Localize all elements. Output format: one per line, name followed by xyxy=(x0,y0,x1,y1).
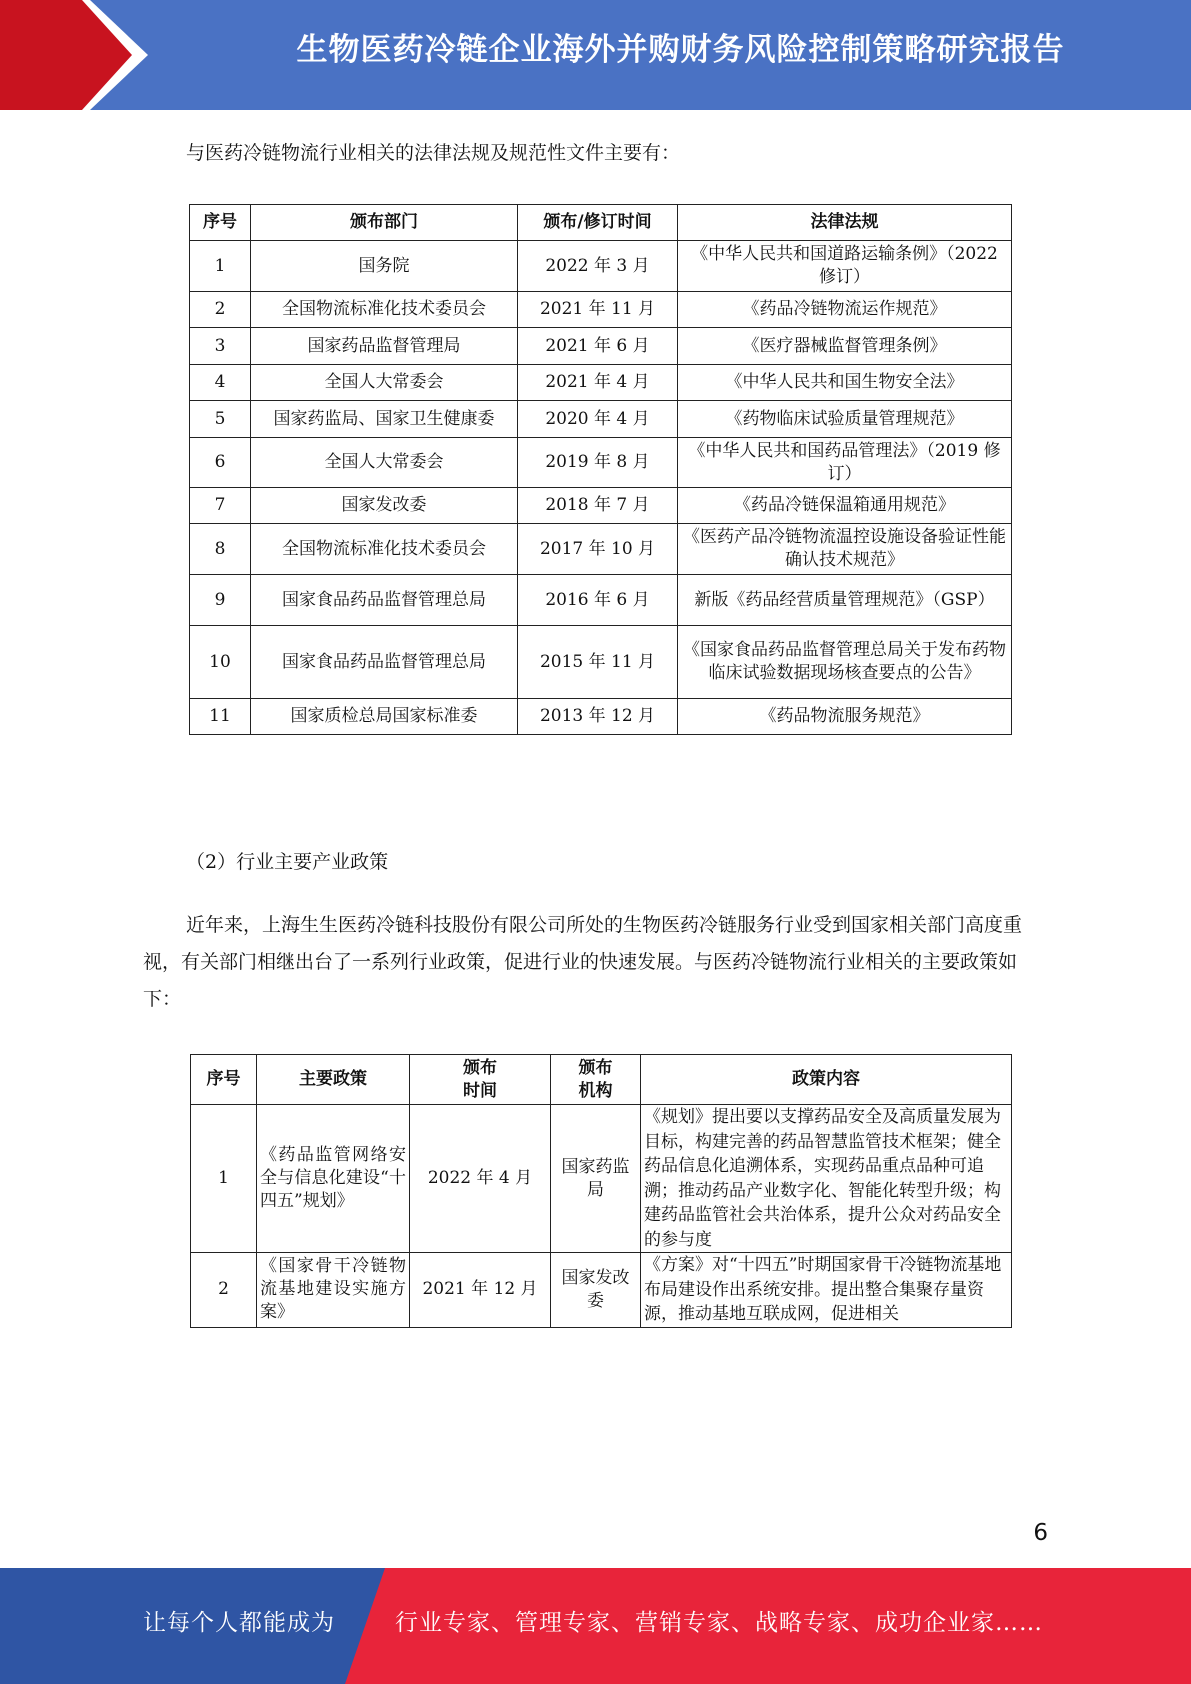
footer-slogan-right: 行业专家、管理专家、营销专家、战略专家、成功企业家…… xyxy=(395,1610,1043,1636)
page-header xyxy=(0,0,1191,110)
cell-regulation: 《中华人民共和国道路运输条例》（2022 修订） xyxy=(678,241,1012,292)
cell-index: 1 xyxy=(190,241,251,292)
cell-department: 国家发改委 xyxy=(251,488,518,524)
column-header xyxy=(551,1055,641,1105)
intro-paragraph: 与医药冷链物流行业相关的法律法规及规范性文件主要有： xyxy=(186,142,681,164)
cell-department: 国家质检总局国家标准委 xyxy=(251,699,518,735)
cell-index: 1 xyxy=(191,1105,257,1253)
footer-slogan-left: 让每个人都能成为 xyxy=(143,1610,335,1636)
page-number: 6 xyxy=(1033,1520,1048,1546)
cell-date: 2018 年 7 月 xyxy=(518,488,678,524)
cell-agency: 国家药监局 xyxy=(551,1105,641,1253)
page-footer xyxy=(0,1568,1191,1684)
cell-regulation: 《药品冷链物流运作规范》 xyxy=(678,292,1012,328)
column-header: 颁布/修订时间 xyxy=(518,205,678,241)
cell-regulation: 《药品物流服务规范》 xyxy=(678,699,1012,735)
cell-index: 2 xyxy=(190,292,251,328)
table-row xyxy=(190,328,1012,365)
cell-department: 全国人大常委会 xyxy=(251,438,518,488)
cell-department: 国家药监局、国家卫生健康委 xyxy=(251,401,518,438)
cell-index: 5 xyxy=(190,401,251,438)
cell-department: 国家药品监督管理局 xyxy=(251,328,518,365)
column-header: 政策内容 xyxy=(641,1055,1012,1105)
section-heading: （2）行业主要产业政策 xyxy=(186,851,389,873)
table-header-row xyxy=(190,205,1012,241)
table-row xyxy=(190,401,1012,438)
table-row xyxy=(190,292,1012,328)
column-header: 序号 xyxy=(190,205,251,241)
cell-department: 国家食品药品监督管理总局 xyxy=(251,626,518,699)
cell-regulation: 新版《药品经营质量管理规范》（GSP） xyxy=(678,575,1012,626)
cell-department: 国家食品药品监督管理总局 xyxy=(251,575,518,626)
cell-index: 11 xyxy=(190,699,251,735)
cell-index: 2 xyxy=(191,1253,257,1328)
cell-date: 2016 年 6 月 xyxy=(518,575,678,626)
cell-date: 2021 年 11 月 xyxy=(518,292,678,328)
cell-date: 2013 年 12 月 xyxy=(518,699,678,735)
cell-index: 10 xyxy=(190,626,251,699)
cell-date: 2021 年 6 月 xyxy=(518,328,678,365)
cell-date: 2015 年 11 月 xyxy=(518,626,678,699)
cell-content: 《规划》提出要以支撑药品安全及高质量发展为目标，构建完善的药品智慧监管技术框架；健全药品信息化追溯体系，实现药品重点品种可追溯；推动药品产业数字化、智能化转型升级；构建药品监管社会共治体系，提升公众对药品安全的参与度 xyxy=(641,1105,1012,1253)
cell-index: 9 xyxy=(190,575,251,626)
table-row xyxy=(191,1253,1012,1328)
cell-content: 《方案》对“十四五”时期国家骨干冷链物流基地布局建设作出系统安排。提出整合集聚存量资源，推动基地互联成网，促进相关 xyxy=(641,1253,1012,1328)
header-arrow-decoration xyxy=(0,0,150,110)
cell-regulation: 《医疗器械监督管理条例》 xyxy=(678,328,1012,365)
table-row xyxy=(191,1105,1012,1253)
table-row xyxy=(190,626,1012,699)
cell-date: 2022 年 4 月 xyxy=(410,1105,551,1253)
policies-table xyxy=(190,1054,1012,1328)
cell-agency: 国家发改委 xyxy=(551,1253,641,1328)
report-title: 生物医药冷链企业海外并购财务风险控制策略研究报告 xyxy=(296,32,1065,68)
table-row xyxy=(190,524,1012,575)
cell-department: 全国物流标准化技术委员会 xyxy=(251,292,518,328)
cell-policy: 《药品监管网络安全与信息化建设“十四五”规划》 xyxy=(257,1105,410,1253)
cell-department: 全国物流标准化技术委员会 xyxy=(251,524,518,575)
cell-department: 全国人大常委会 xyxy=(251,365,518,401)
body-paragraph: 近年来，上海生生医药冷链科技股份有限公司所处的生物医药冷链服务行业受到国家相关部门高度重视，有关部门相继出台了一系列行业政策，促进行业的快速发展。与医药冷链物流行业相关的主要政策如下： xyxy=(143,914,1023,1010)
table-row xyxy=(190,699,1012,735)
column-header: 颁布部门 xyxy=(251,205,518,241)
cell-index: 4 xyxy=(190,365,251,401)
regulations-table xyxy=(189,204,1012,735)
table-row xyxy=(190,241,1012,292)
column-header xyxy=(410,1055,551,1105)
column-header: 主要政策 xyxy=(257,1055,410,1105)
cell-date: 2019 年 8 月 xyxy=(518,438,678,488)
cell-date: 2022 年 3 月 xyxy=(518,241,678,292)
cell-index: 6 xyxy=(190,438,251,488)
table-row xyxy=(190,365,1012,401)
cell-regulation: 《国家食品药品监督管理总局关于发布药物临床试验数据现场核查要点的公告》 xyxy=(678,626,1012,699)
cell-regulation: 《药品冷链保温箱通用规范》 xyxy=(678,488,1012,524)
cell-date: 2021 年 12 月 xyxy=(410,1253,551,1328)
table-row xyxy=(190,488,1012,524)
table-row xyxy=(190,575,1012,626)
cell-regulation: 《中华人民共和国药品管理法》（2019 修订） xyxy=(678,438,1012,488)
table-header-row xyxy=(191,1055,1012,1105)
cell-index: 7 xyxy=(190,488,251,524)
cell-regulation: 《药物临床试验质量管理规范》 xyxy=(678,401,1012,438)
cell-date: 2020 年 4 月 xyxy=(518,401,678,438)
cell-department: 国务院 xyxy=(251,241,518,292)
header-wrap: 颁布时间 xyxy=(463,1057,497,1101)
cell-policy: 《国家骨干冷链物流基地建设实施方案》 xyxy=(257,1253,410,1328)
column-header: 法律法规 xyxy=(678,205,1012,241)
cell-date: 2021 年 4 月 xyxy=(518,365,678,401)
cell-regulation: 《医药产品冷链物流温控设施设备验证性能确认技术规范》 xyxy=(678,524,1012,575)
header-wrap: 颁布机构 xyxy=(578,1057,613,1101)
cell-date: 2017 年 10 月 xyxy=(518,524,678,575)
cell-index: 8 xyxy=(190,524,251,575)
cell-index: 3 xyxy=(190,328,251,365)
cell-regulation: 《中华人民共和国生物安全法》 xyxy=(678,365,1012,401)
table-row xyxy=(190,438,1012,488)
column-header: 序号 xyxy=(191,1055,257,1105)
